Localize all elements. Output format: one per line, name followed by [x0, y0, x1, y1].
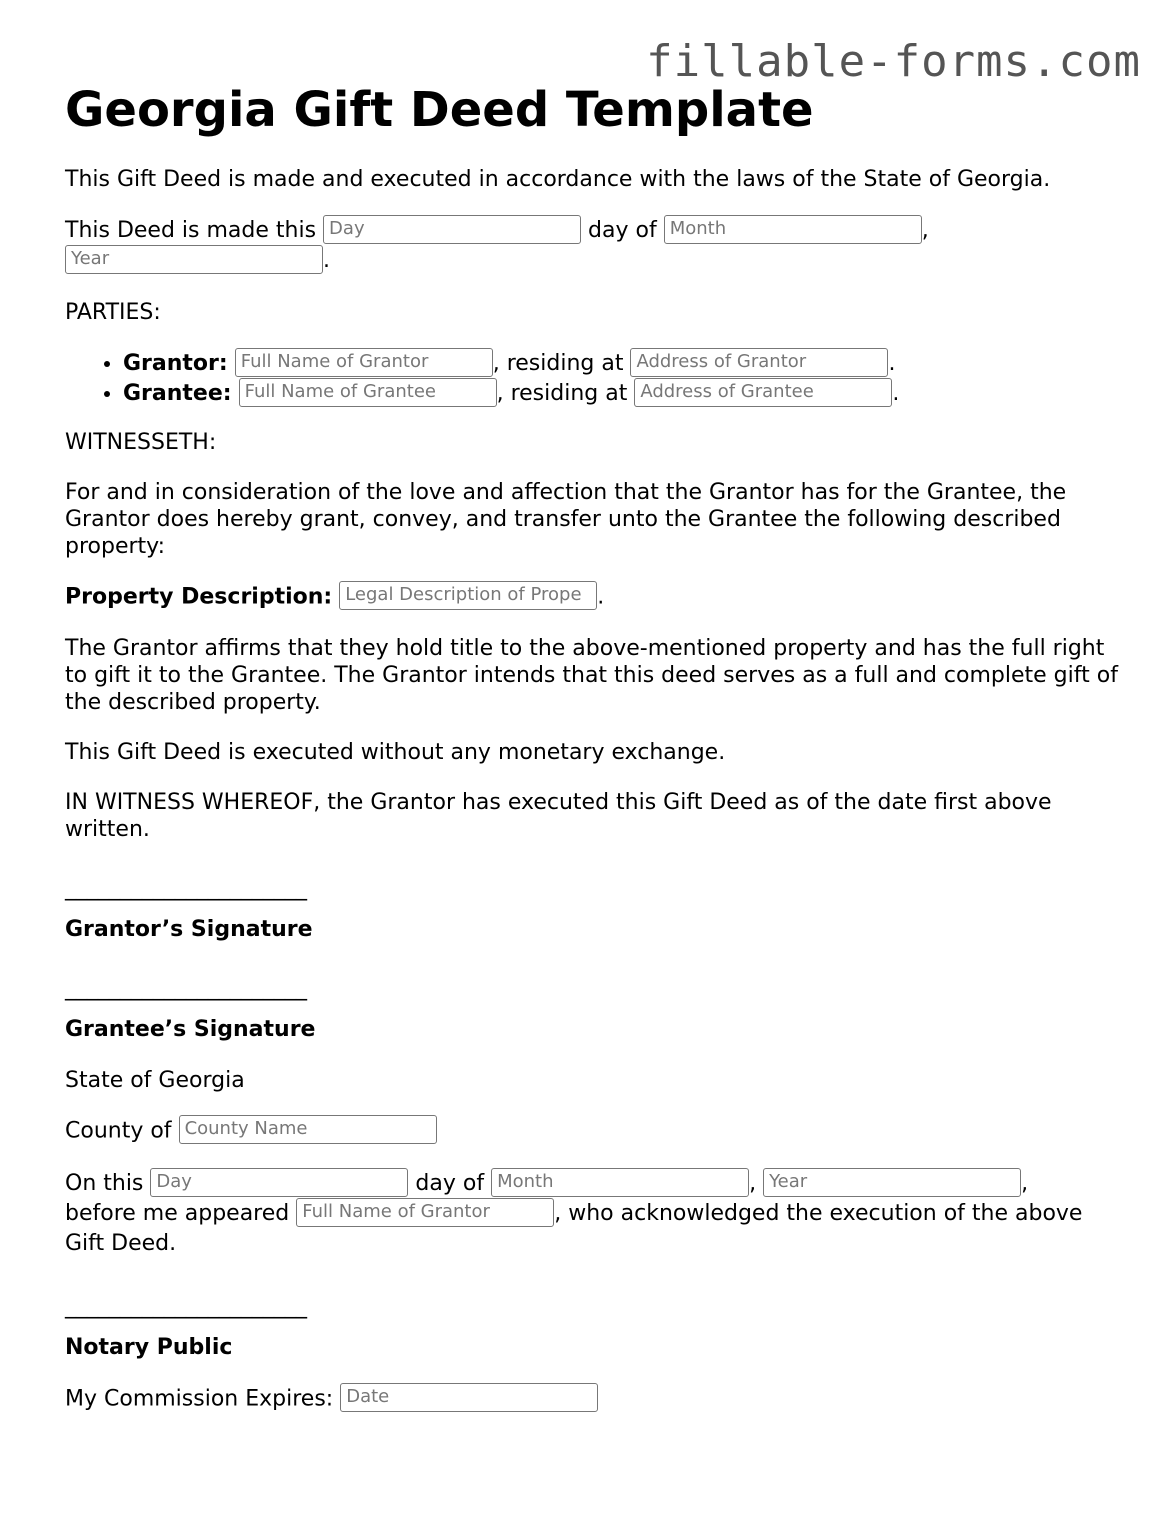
deed-date-period: .: [323, 248, 330, 273]
consideration-paragraph: For and in consideration of the love and affection that the Grantor has for the Grantee, the Grantor does hereby grant, convey, and transfer unto the Grantee the following described property:: [65, 480, 1067, 559]
witness-whereof-paragraph: IN WITNESS WHEREOF, the Grantor has executed this Gift Deed as of the date first above written.: [65, 790, 1052, 842]
grantor-item: [123, 349, 1125, 379]
notary-signature-line: ______________________: [65, 1294, 307, 1319]
property-description-field[interactable]: Legal Description of Prope: [339, 581, 597, 610]
deed-date-mid: day of: [588, 218, 657, 243]
county-name-field[interactable]: County Name: [179, 1115, 437, 1144]
grantor-label: Grantor:: [123, 351, 228, 376]
deed-year-field[interactable]: Year: [65, 245, 323, 274]
commission-line: [65, 1385, 1125, 1414]
commission-date-field[interactable]: Date: [340, 1383, 598, 1412]
deed-month-field[interactable]: Month: [664, 215, 922, 244]
grantor-period: .: [888, 351, 896, 376]
county-prefix: County of: [65, 1118, 172, 1144]
state-line: State of Georgia: [65, 1068, 245, 1093]
grantee-signature-label: Grantee’s Signature: [65, 1017, 316, 1042]
commission-prefix: My Commission Expires:: [65, 1386, 334, 1412]
grantor-address-field[interactable]: Address of Grantor: [630, 348, 888, 377]
grantee-signature-line: ______________________: [65, 976, 307, 1001]
notary-date-comma-1: ,: [749, 1171, 757, 1196]
notary-grantor-name-field[interactable]: Full Name of Grantor: [296, 1198, 554, 1227]
parties-heading: PARTIES:: [65, 300, 161, 325]
property-period: .: [597, 584, 605, 610]
notary-date-paragraph: [65, 1169, 1125, 1259]
notary-date-mid: day of: [415, 1171, 485, 1196]
county-line: [65, 1117, 1125, 1146]
notary-date-prefix: On this: [65, 1171, 144, 1196]
deed-date-line: [65, 216, 1125, 276]
intro-paragraph: This Gift Deed is made and executed in accordance with the laws of the State of Georgia.: [65, 167, 1051, 192]
grantor-signature-line: ______________________: [65, 876, 307, 901]
grantee-name-field[interactable]: Full Name of Grantee: [239, 378, 497, 407]
notary-day-field[interactable]: Day: [150, 1168, 408, 1197]
grantee-residing-text: , residing at: [496, 381, 628, 406]
grantor-residing-text: , residing at: [492, 351, 624, 376]
parties-list: [65, 349, 1125, 409]
grantee-period: .: [892, 381, 900, 406]
notary-date-comma-2: ,: [1021, 1171, 1029, 1196]
grantee-item: [123, 379, 1125, 409]
page-title: Georgia Gift Deed Template: [65, 82, 814, 138]
deed-date-prefix: This Deed is made this: [65, 218, 317, 243]
document-body: [65, 80, 1125, 1437]
property-description-label: Property Description:: [65, 584, 333, 610]
property-description-line: [65, 583, 1125, 612]
witnesseth-heading: WITNESSETH:: [65, 430, 217, 455]
grantee-label: Grantee:: [123, 381, 232, 406]
notary-ack-text: , who acknowledged the execution of the above Gift Deed.: [65, 1201, 1083, 1256]
grantor-signature-label: Grantor’s Signature: [65, 917, 313, 942]
grantee-address-field[interactable]: Address of Grantee: [634, 378, 892, 407]
notary-month-field[interactable]: Month: [491, 1168, 749, 1197]
notary-public-label: Notary Public: [65, 1335, 233, 1360]
watermark: fillable-forms.com: [646, 36, 1141, 87]
deed-day-field[interactable]: Day: [323, 215, 581, 244]
deed-date-comma: ,: [921, 218, 929, 243]
monetary-paragraph: This Gift Deed is executed without any monetary exchange.: [65, 740, 726, 765]
affirm-paragraph: The Grantor affirms that they hold title to the above-mentioned property and has the full right to gift it to the Grantee. The Grantor intends that this deed serves as a full and complete gift of the described property.: [65, 636, 1118, 715]
grantor-name-field[interactable]: Full Name of Grantor: [235, 348, 493, 377]
notary-appeared-text: before me appeared: [65, 1201, 290, 1226]
notary-year-field[interactable]: Year: [763, 1168, 1021, 1197]
